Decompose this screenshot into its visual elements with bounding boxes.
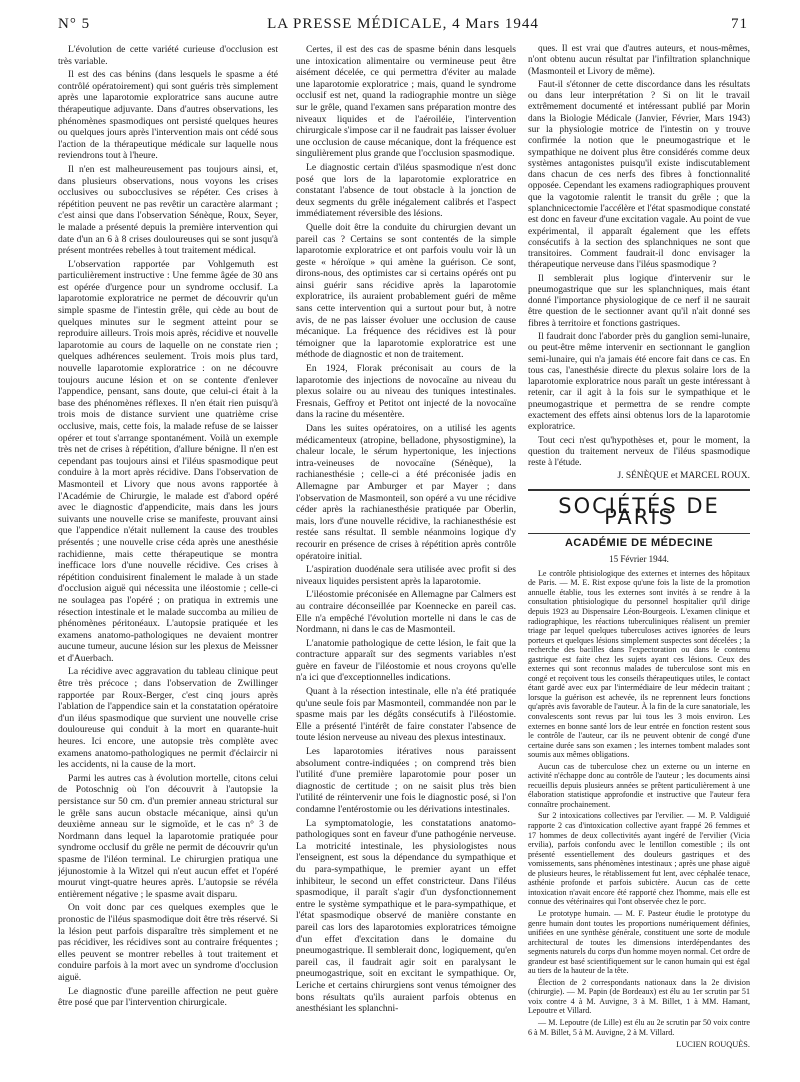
paragraph: L'anatomie pathologique de cette lésion, le fait que la contracture apparaît sur des segments variables n'est guère en faveur de l'iléostomie et nous croyons qu'elle n'a ici que d'exceptionnelles indications. [296,637,516,684]
paragraph: On voit donc par ces quelques exemples que le pronostic de l'iléus spasmodique doit être très réservé. Si la lésion peut parfois disparaître très simplement et ne pas récidiver, les récidives sont au contraire fréquentes ; elles peuvent se montrer rebelles à tout traitement et conduire parfois à la mort avec un syndrome d'occlusion aiguë. [58,902,278,983]
paragraph: Il semblerait plus logique d'intervenir sur le pneumogastrique que sur les splanchniques, mais étant donné l'importance physiologique de ce nerf il ne saurait être question de le sectionner avant qu'il n'ait donné ses fibres à territoire et fonctions gastriques. [528,273,750,329]
paragraph: L'observation rapportée par Vohlgemuth est particulièrement instructive : Une femme âgée de 30 ans est opérée d'urgence pour un syndrome occlusif. La laparotomie exploratrice ne permet de découvrir qu'un simple spasme de l'intestin grêle, qui cède au bout de quelques minutes sur le segment atteint pour se reproduire ailleurs. Trois mois après, récidive et nouvelle laparotomie au cours de laquelle on ne constate rien ; quelques adhérences seulement. Trois mois plus tard, nouvelle laparotomie exploratrice : on ne découvre toujours aucune lésion et on se contente d'enlever l'appendice, pensant, sans doute, que celui-ci était à la base des phénomènes réflexes. Il n'en était rien puisqu'à trois mois de distance survient une quatrième crise occlusive, mais, cette fois, la malade refuse de se laisser opérer et tout s'arrange spontanément. Voilà un exemple très net de crises à répétition, d'allure bénigne. Il n'en est cependant pas toujours ainsi et l'iléus spasmodique peut conduire à la mort après récidive. Dans l'observation de Masmonteil et Livory que nous avons rapportée à l'Académie de Chirurgie, le malade est d'abord opéré avec le diagnostic d'appendicite, mais dans les jours suivants une nouvelle crise se manifeste, prouvant ainsi que l'appendice n'était nullement la cause des troubles présentés ; une nouvelle crise céda après une anesthésie rachidienne, mais cette thérapeutique se montra inefficace lors d'une nouvelle récidive. Ces crises à répétition conduisirent finalement le malade à un stade d'occlusion aiguë qui nécessita une iléostomie ; celle-ci ne soulagea pas l'opéré ; on pratiqua in extremis une résection intestinale et le malade succomba au milieu de phénomènes péritonéaux. L'autopsie pratiquée et les examens anatomo-pathologiques ne devaient montrer aucune tumeur, aucune lésion sur les plexus de Meissner et d'Auerbach. [58,258,278,664]
article-signature: J. SÉNÈQUE et MARCEL ROUX. [617,471,750,482]
page-number: 71 [731,16,748,32]
issue-number: N° 5 [58,16,91,32]
paragraph: La récidive avec aggravation du tableau clinique peut être très précoce ; dans l'observation de Zwillinger rapportée par Roux-Berger, c'est cinq jours après l'ablation de l'appendice sain et la constatation opératoire d'un iléus spasmodique que survient une nouvelle crise douloureuse qui conduit à la mort en quarante-huit heures. Ici encore, une autopsie très complète avec examens anatomo-pathologiques ne permit d'éclaircir ni les accidents, ni la cause de la mort. [58,666,278,771]
paragraph: Il n'en est malheureusement pas toujours ainsi, et, dans plusieurs observations, nous voyons les crises occlusives ou subocclusives se répéter. Ces crises à répétition peuvent ne pas revêtir un caractère alarmant ; c'est ainsi que dans l'observation Sénèque, Roux, Seyer, le malade a présenté depuis la première intervention qui date d'un an 6 à 8 crises douloureuses qui se sont jusqu'à présent montrées rebelles à tout traitement médical. [58,163,278,257]
divider [528,533,750,534]
paragraph: En 1924, Florak préconisait au cours de la laparotomie des injections de novocaïne au niveau du plexus solaire ou au niveau des tuniques intestinales. Fresnais, Geffroy et Petitot ont injecté de la novocaïne dans la racine du mésentère. [296,363,516,421]
journal-title: LA PRESSE MÉDICALE, 4 Mars 1944 [267,16,539,32]
section-title: SOCIÉTÉS DE PARIS [558,493,720,529]
paragraph: Dans les suites opératoires, on a utilisé les agents médicamenteux (atropine, belladone, physostigmine), la chaleur locale, le sérum hypertonique, les injections intra-veineuses de novocaïne (Sénèque), la rachianesthésie ; celle-ci a été préconisée jadis en Allemagne par Amburger et par Mayer ; dans l'observation de Masmonteil, son opéré a vu une récidive céder après la rachianesthésie pratiquée par Oberlin, mais, lors d'une nouvelle récidive, la rachianesthésie est restée sans résultat. Il semble néanmoins logique d'y recourir en présence de crises à répétition après contrôle opératoire initial. [296,423,516,562]
session-date: 15 Février 1944. [609,553,669,564]
session-item: Élection de 2 correspondants nationaux dans la 2e division (chirurgie). — M. Papin (de Bordeaux) est élu au 1er scrutin par 51 voix contre 4 à M. Auvigne, 3 à M. Billet, 1 à MM. Hamant, Lepoutre et Villard. [528,977,750,1016]
paragraph: Le diagnostic certain d'iléus spasmodique n'est donc posé que lors de la laparotomie exploratrice en constatant l'absence de tout obstacle à la jonction de deux segments du grêle inégalement calibrés et l'aspect immédiatement réversible des lésions. [296,161,516,220]
column-3 [528,44,750,1050]
session-item: Sur 2 intoxications collectives par l'ervilier. — M. P. Valdiguié rapporte 2 cas d'intoxication collective ayant frappé 26 femmes et 17 hommes de deux collectivités ayant ingéré de l'ervilier (Vicia ervilia), parfois confondu avec le lentillon comestible ; ils ont présenté essentiellement des douleurs gastriques et des vomissements, sans phénomènes intestinaux ; après une phase aiguë de plusieurs heures, le rétablissement fut lent, avec céphalée tenace, asthénie profonde et parfois subictère. Aucun cas de cette intoxication n'avait encore été rapporté chez l'homme, mais elle est connue des vétérinaires qui l'ont observée chez le porc. [528,811,750,907]
paragraph: Quant à la résection intestinale, elle n'a été pratiquée qu'une seule fois par Masmonteil, commandée non par le spasme mais par les dégâts consécutifs à l'iléostomie. Elle a présenté l'intérêt de faire constater l'absence de toute lésion nerveuse au niveau des plexus intestinaux. [296,686,516,744]
paragraph: Certes, il est des cas de spasme bénin dans lesquels une intoxication alimentaire ou vermineuse peut être aisément décelée, ce qui permettra d'éviter au malade une laparotomie exploratrice ; mais, quand le syndrome occlusif est net, quand la radiographie montre un siège sur le grêle, quand l'examen sans préparation montre des niveaux liquides et de l'aéroiléie, l'intervention chirurgicale s'impose car il ne faudrait pas laisser évoluer une occlusion de cause mécanique, dont la fréquence est singulièrement plus grande que l'occlusion spasmodique. [296,44,516,160]
paragraph: Il faudrait donc l'aborder près du ganglion semi-lunaire, ou peut-être même intervenir en sectionnant le ganglion semi-lunaire, qui n'a jamais été encore fait dans ce cas. En tous cas, l'anesthésie directe du plexus solaire lors de la laparotomie exploratrice nous paraît un geste intéressant à retenir, car il agit à la fois sur le sympathique et le pneumogastrique et permettra de se rendre compte exactement des effets ainsi obtenus lors de la laparotomie exploratrice. [528,332,750,433]
session-item: Le contrôle phtisiologique des externes et internes des hôpitaux de Paris. — M. E. Rist expose qu'une fois la liste de la promotion annuelle établie, tous les externes sont invités à se rendre à la consultation phtisiologique du personnel hospitalier qu'il dirige depuis 1923 au Dispensaire Léon-Bourgeois. L'examen clinique et radiographique, les réactions tuberculiniques réalisent un premier triage par lequel quelques tuberculoses actives ignorées de leurs porteurs et quelques lésions simplement suspectes sont décelées ; la recherche des bacilles dans l'expectoration ou dans le contenu gastrique est faite chez les sujets ayant ces lésions. Ceux des externes qui sont reconnus malades de tuberculose sont mis en congé et reçoivent tous les conseils thérapeutiques utiles, le contact étant gardé avec eux par l'intermédiaire de leur médecin traitant ; lorsque la guérison est achevée, ils ne reprennent leurs fonctions qu'après avis favorable de l'auteur. À la fin de la cure sanatoriale, les convalescents sont revus par lui tous les 3 mois environ. Les externes en bonne santé lors de leur entrée en fonction restent sous le contrôle de l'auteur, car ils ne peuvent obtenir de congé d'une certaine durée sans son examen ; les internes tombent malades sont soumis aux mêmes obligations. [528,568,750,760]
paragraph: L'évolution de cette variété curieuse d'occlusion est très variable. [58,44,278,67]
paragraph: Le diagnostic d'une pareille affection ne peut guère être posé que par l'intervention chirurgicale. [58,985,278,1009]
paragraph: L'iléostomie préconisée en Allemagne par Calmers est au contraire déconseillée par Koennecke en pareil cas. Elle n'a empêché l'évolution mortelle ni dans le cas de Nordmann, ni dans le cas de Masmonteil. [296,589,516,636]
paragraph: L'aspiration duodénale sera utilisée avec profit si des niveaux liquides persistent après la laparotomie. [296,564,516,587]
paragraph: ques. Il est vrai que d'autres auteurs, et nous-mêmes, n'ont obtenu aucun résultat par l'infiltration splanchnique (Masmonteil et Livory de même). [528,44,750,77]
paragraph: Tout ceci n'est qu'hypothèses et, pour le moment, la question du traitement nerveux de l'iléus spasmodique reste à l'étude. [528,435,750,469]
paragraph: La symptomatologie, les constatations anatomo-pathologiques sont en faveur d'une pathogénie nerveuse. La motricité intestinale, les physiologistes nous l'enseignent, est sous la dépendance du sympathique et du para-sympathique, le premier ayant un effet inhibiteur, le second un effet constricteur. Dans l'iléus spasmodique, il paraît s'agir d'un dysfonctionnement entre le système sympathique et le para-sympathique, et l'état spasmodique observé de manière constante en pareil cas lors des laparotomies exploratrices témoigne d'un effet d'excitation dans le domaine du pneumogastrique. Il semblerait donc, logiquement, qu'en pareil cas, il faudrait agir soit en paralysant le pneumogastrique, soit en excitant le sympathique. Or, Leriche et certains chirurgiens sont venus témoigner des bons résultats qu'ils auraient parfois obtenus en anesthésiant les splanchni- [296,817,516,1015]
paragraph: Il est des cas bénins (dans lesquels le spasme a été contrôlé opératoirement) qui sont guéris très simplement après une laparotomie exploratrice sans aucune autre thérapeutique adjuvante. Dans d'autres observations, les phénomènes spasmodiques ont persisté quelques heures ou quelques jours après l'intervention mais ont cédé sous l'action de la thérapeutique médicale sur laquelle nous reviendrons tout à l'heure. [58,69,278,162]
paragraph: Les laparotomies itératives nous paraissent absolument contre-indiquées ; on comprend très bien l'utilité d'une première laparotomie pour poser un diagnostic de certitude ; on ne saisit plus très bien l'utilité de réintervenir une fois le diagnostic posé, si l'on condamne l'entérostomie ou les dérivations intestinales. [296,746,516,815]
session-item: — M. Lepoutre (de Lille) est élu au 2e scrutin par 50 voix contre 6 à M. Billet, 5 à M. Auvigne, 2 à M. Villard. [528,1017,750,1037]
section-divider [528,489,750,491]
session-signoff: LUCIEN ROUQUÈS. [676,1040,750,1050]
academy-title: ACADÉMIE DE MÉDECINE [564,537,714,550]
page-header [58,16,748,36]
column-2 [296,44,516,1074]
paragraph: Parmi les autres cas à évolution mortelle, citons celui de Potoschnig où l'on découvrit à l'autopsie la persistance sur 50 cm. d'un premier anneau strictural sur le grêle sans aucun obstacle mécanique, ainsi qu'un deuxième anneau sur le sigmoïde, et le cas n° 3 de Nordmann dans lequel la laparotomie pratiquée pour syndrome occlusif du grêle ne permit de découvrir qu'un spasme de l'iléon terminal. Le chirurgien pratiqua une jéjunostomie à la Witzel qui n'eut aucun effet et l'opéré mourut vingt-quatre heures après. L'autopsie se révéla entièrement négative ; le spasme avait disparu. [58,772,278,900]
paragraph: Faut-il s'étonner de cette discordance dans les résultats ou dans leur interprétation ? Si on lit le travail extrêmement documenté et intéressant publié par Morin dans la Biologie Médicale (Janvier, Février, Mars 1943) sur la physiologie motrice de l'intestin on y trouve confirmée la notion que le pneumogastrique et le sympathique ne doivent plus être considérés comme deux systèmes antagonistes puisqu'il existe indiscutablement dans chacun de ces nerfs des fibres à fonctionnalité opposée. Cependant les examens radiographiques prouvent que la vagotomie ralentit le transit du grêle ; que la splanchnicectomie l'accélère et l'état spasmodique constaté est donc en faveur d'une excitation vagale. Au point de vue expérimental, il apparaît également que les effets consécutifs à la section des splanchniques ne sont que transitoires. Comment faudrait-il donc envisager la thérapeutique nerveuse dans l'iléus spasmodique ? [528,79,750,271]
paragraph: Quelle doit être la conduite du chirurgien devant un pareil cas ? Certains se sont contentés de la simple laparotomie exploratrice et ont parfois voulu voir là un geste « héroïque » qui amène la guérison. Ce sont, dirons-nous, des optimistes car si certains opérés ont pu ainsi guérir sans récidive après la laparotomie exploratrice, ils auraient probablement guéri de même sans cette intervention qui a surtout pour but, à notre avis, de ne pas laisser évoluer une occlusion de cause mécanique. La fréquence des récidives est là pour témoigner que la laparotomie exploratrice est une méthode de diagnostic et non de traitement. [296,221,516,361]
column-1 [58,44,278,1074]
session-item: Aucun cas de tuberculose chez un externe ou un interne en activité n'échappe donc au contrôle de l'auteur ; les documents ainsi recueillis depuis plusieurs années se prêtent particulièrement à une élaboration statistique approfondie et instructive que l'auteur fera connaître prochainement. [528,761,750,809]
session-item: Le prototype humain. — M. F. Pasteur étudie le prototype du genre humain dont toutes les proportions numériquement définies, unifiées en une synthèse générale, constituent une sorte de module architectural de toutes les dimensions interdépendantes des segments naturels du corps d'un homme moyen normal. Cet ordre de grandeur est basé scientifiquement sur le canon humain qui est égal au tiers de la hauteur de la tête. [528,908,750,976]
